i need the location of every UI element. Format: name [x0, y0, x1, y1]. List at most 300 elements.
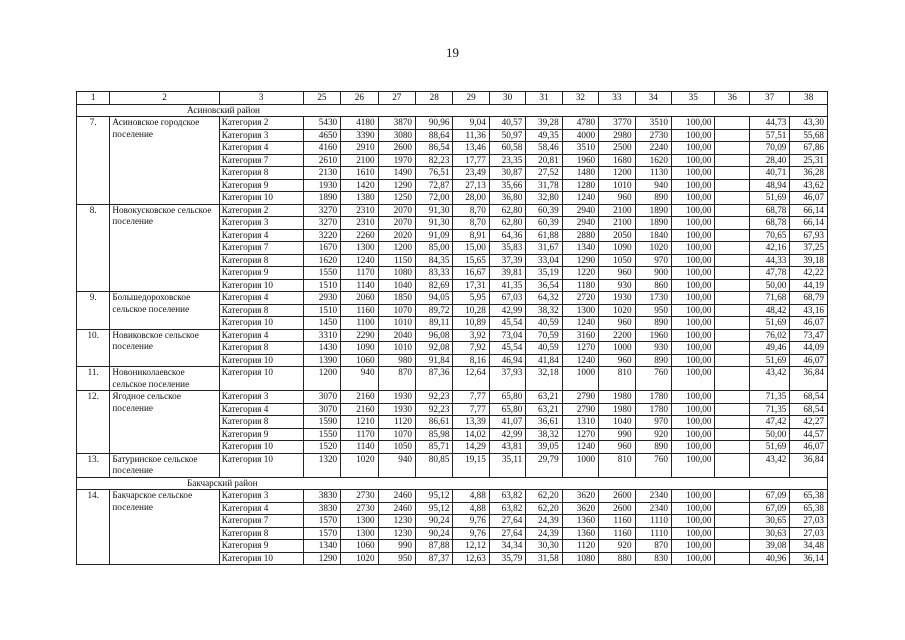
value-cell: 1010: [378, 317, 415, 330]
value-cell: 43,42: [749, 453, 789, 477]
value-cell: 1980: [599, 391, 635, 404]
value-cell: 900: [635, 267, 671, 280]
region-row: [77, 104, 828, 117]
category-cell: Категория 10: [219, 279, 303, 292]
category-cell: Категория 8: [219, 167, 303, 180]
value-cell: 2600: [378, 142, 415, 155]
value-cell: 4000: [562, 129, 598, 142]
value-cell: [715, 403, 749, 416]
value-cell: 100,00: [671, 490, 715, 503]
value-cell: 940: [341, 367, 378, 391]
value-cell: 1240: [562, 317, 598, 330]
value-cell: 67,93: [790, 229, 828, 242]
category-cell: Категория 7: [219, 515, 303, 528]
header-cell: 31: [526, 92, 562, 105]
value-cell: 1020: [599, 304, 635, 317]
value-cell: 90,96: [416, 117, 453, 130]
value-cell: 45,54: [489, 317, 525, 330]
value-cell: 85,00: [416, 242, 453, 255]
header-cell: 26: [341, 92, 378, 105]
value-cell: 42,27: [790, 416, 828, 429]
settlement-index: 7.: [77, 117, 110, 205]
header-cell: 34: [635, 92, 671, 105]
value-cell: 1510: [303, 304, 340, 317]
value-cell: 1520: [303, 441, 340, 454]
category-cell: Категория 10: [219, 441, 303, 454]
value-cell: 42,22: [790, 267, 828, 280]
category-cell: Категория 2: [219, 204, 303, 217]
value-cell: 2310: [341, 217, 378, 230]
value-cell: 92,08: [416, 342, 453, 355]
category-cell: Категория 3: [219, 129, 303, 142]
value-cell: 9,76: [453, 527, 489, 540]
value-cell: 980: [378, 354, 415, 367]
category-cell: Категория 4: [219, 229, 303, 242]
region-title: Бакчарский район: [77, 477, 828, 490]
value-cell: 3160: [562, 329, 598, 342]
value-cell: 1100: [341, 317, 378, 330]
value-cell: 37,93: [489, 367, 525, 391]
category-cell: Категория 9: [219, 428, 303, 441]
value-cell: 950: [378, 552, 415, 565]
value-cell: 2070: [378, 204, 415, 217]
category-cell: Категория 7: [219, 242, 303, 255]
value-cell: 4650: [303, 129, 340, 142]
value-cell: 1300: [341, 242, 378, 255]
value-cell: 30,65: [749, 515, 789, 528]
value-cell: 7,77: [453, 391, 489, 404]
value-cell: 1090: [599, 242, 635, 255]
value-cell: 4160: [303, 142, 340, 155]
value-cell: 91,09: [416, 229, 453, 242]
value-cell: 63,21: [526, 403, 562, 416]
value-cell: [715, 129, 749, 142]
value-cell: 1270: [562, 428, 598, 441]
value-cell: 1080: [378, 267, 415, 280]
value-cell: 43,81: [489, 441, 525, 454]
value-cell: 1040: [599, 416, 635, 429]
value-cell: 40,59: [526, 342, 562, 355]
value-cell: 60,58: [489, 142, 525, 155]
value-cell: 940: [378, 453, 415, 477]
value-cell: 43,30: [790, 117, 828, 130]
value-cell: [715, 441, 749, 454]
value-cell: 28,00: [453, 192, 489, 205]
value-cell: 1890: [635, 204, 671, 217]
value-cell: 2260: [341, 229, 378, 242]
value-cell: 61,88: [526, 229, 562, 242]
category-cell: Категория 8: [219, 254, 303, 267]
value-cell: 63,82: [489, 502, 525, 515]
value-cell: 1240: [562, 354, 598, 367]
value-cell: 40,71: [749, 167, 789, 180]
value-cell: [715, 304, 749, 317]
value-cell: [715, 317, 749, 330]
settlement-name: Большедороховское сельское поселение: [110, 292, 219, 330]
value-cell: 1620: [635, 154, 671, 167]
settlement-index: 10.: [77, 329, 110, 367]
value-cell: 2340: [635, 490, 671, 503]
header-cell: 36: [715, 92, 749, 105]
value-cell: 1000: [562, 367, 598, 391]
value-cell: 11,36: [453, 129, 489, 142]
value-cell: 85,71: [416, 441, 453, 454]
value-cell: 4,88: [453, 490, 489, 503]
value-cell: 970: [635, 416, 671, 429]
value-cell: [715, 254, 749, 267]
value-cell: 1930: [303, 179, 340, 192]
value-cell: 40,96: [749, 552, 789, 565]
value-cell: 76,02: [749, 329, 789, 342]
value-cell: 1280: [562, 179, 598, 192]
value-cell: 960: [599, 267, 635, 280]
value-cell: 1960: [635, 329, 671, 342]
value-cell: 1450: [303, 317, 340, 330]
value-cell: 68,54: [790, 403, 828, 416]
table-row: [77, 490, 828, 503]
value-cell: 1360: [562, 515, 598, 528]
value-cell: 71,35: [749, 391, 789, 404]
value-cell: 46,07: [790, 317, 828, 330]
value-cell: 100,00: [671, 329, 715, 342]
value-cell: 2940: [562, 204, 598, 217]
value-cell: 40,57: [489, 117, 525, 130]
value-cell: 14,02: [453, 428, 489, 441]
value-cell: 3620: [562, 502, 598, 515]
value-cell: [715, 279, 749, 292]
value-cell: 20,81: [526, 154, 562, 167]
value-cell: 65,38: [790, 490, 828, 503]
value-cell: 1120: [378, 416, 415, 429]
value-cell: [715, 515, 749, 528]
settlement-name: Батуринское сельское поселение: [110, 453, 219, 477]
value-cell: 3870: [378, 117, 415, 130]
value-cell: 2730: [635, 129, 671, 142]
value-cell: 36,84: [790, 367, 828, 391]
value-cell: 1670: [303, 242, 340, 255]
value-cell: 36,61: [526, 416, 562, 429]
category-cell: Категория 8: [219, 416, 303, 429]
value-cell: [715, 204, 749, 217]
value-cell: 1480: [562, 167, 598, 180]
value-cell: 810: [599, 367, 635, 391]
value-cell: 2340: [635, 502, 671, 515]
value-cell: 1780: [635, 391, 671, 404]
value-cell: 66,14: [790, 204, 828, 217]
value-cell: 1980: [599, 403, 635, 416]
category-cell: Категория 4: [219, 329, 303, 342]
value-cell: 90,24: [416, 515, 453, 528]
value-cell: 44,73: [749, 117, 789, 130]
value-cell: 41,84: [526, 354, 562, 367]
table-row: [77, 204, 828, 217]
value-cell: 1930: [599, 292, 635, 305]
value-cell: 40,59: [526, 317, 562, 330]
value-cell: 48,42: [749, 304, 789, 317]
value-cell: 2930: [303, 292, 340, 305]
category-cell: Категория 10: [219, 367, 303, 391]
value-cell: 5430: [303, 117, 340, 130]
value-cell: 39,08: [749, 540, 789, 553]
value-cell: 27,13: [453, 179, 489, 192]
value-cell: [715, 267, 749, 280]
value-cell: 64,36: [489, 229, 525, 242]
value-cell: 57,51: [749, 129, 789, 142]
value-cell: 760: [635, 367, 671, 391]
value-cell: 27,64: [489, 527, 525, 540]
value-cell: 32,80: [526, 192, 562, 205]
value-cell: 1020: [341, 552, 378, 565]
value-cell: 2500: [599, 142, 635, 155]
value-cell: 1320: [303, 453, 340, 477]
value-cell: 31,78: [526, 179, 562, 192]
table-row: [77, 391, 828, 404]
value-cell: 1300: [562, 304, 598, 317]
value-cell: 1060: [341, 354, 378, 367]
value-cell: 31,58: [526, 552, 562, 565]
value-cell: 1000: [599, 342, 635, 355]
value-cell: 100,00: [671, 354, 715, 367]
value-cell: 88,64: [416, 129, 453, 142]
value-cell: 12,12: [453, 540, 489, 553]
value-cell: 31,67: [526, 242, 562, 255]
value-cell: 67,09: [749, 490, 789, 503]
value-cell: [715, 490, 749, 503]
value-cell: 47,42: [749, 416, 789, 429]
value-cell: 80,85: [416, 453, 453, 477]
value-cell: 1230: [378, 515, 415, 528]
value-cell: 9,76: [453, 515, 489, 528]
value-cell: 3270: [303, 204, 340, 217]
value-cell: 1970: [378, 154, 415, 167]
value-cell: 3620: [562, 490, 598, 503]
value-cell: 1420: [341, 179, 378, 192]
header-cell: 25: [303, 92, 340, 105]
value-cell: 100,00: [671, 292, 715, 305]
value-cell: 46,07: [790, 354, 828, 367]
value-cell: 3080: [378, 129, 415, 142]
value-cell: 100,00: [671, 441, 715, 454]
value-cell: [715, 527, 749, 540]
value-cell: 930: [599, 279, 635, 292]
value-cell: 35,83: [489, 242, 525, 255]
value-cell: 10,89: [453, 317, 489, 330]
value-cell: 100,00: [671, 217, 715, 230]
value-cell: 1240: [562, 441, 598, 454]
value-cell: 82,23: [416, 154, 453, 167]
category-cell: Категория 4: [219, 142, 303, 155]
value-cell: 43,42: [749, 367, 789, 391]
value-cell: 1930: [378, 403, 415, 416]
value-cell: 41,07: [489, 416, 525, 429]
value-cell: 1840: [635, 229, 671, 242]
value-cell: 2200: [599, 329, 635, 342]
settlement-index: 9.: [77, 292, 110, 330]
value-cell: 3270: [303, 217, 340, 230]
value-cell: 3770: [599, 117, 635, 130]
value-cell: 44,19: [790, 279, 828, 292]
value-cell: 42,16: [749, 242, 789, 255]
value-cell: 68,79: [790, 292, 828, 305]
value-cell: 48,94: [749, 179, 789, 192]
value-cell: 2160: [341, 403, 378, 416]
value-cell: 8,16: [453, 354, 489, 367]
value-cell: 100,00: [671, 416, 715, 429]
value-cell: [715, 229, 749, 242]
value-cell: 2100: [599, 217, 635, 230]
value-cell: 65,80: [489, 391, 525, 404]
value-cell: 1200: [303, 367, 340, 391]
value-cell: 1340: [303, 540, 340, 553]
value-cell: 1510: [303, 279, 340, 292]
value-cell: 90,24: [416, 527, 453, 540]
value-cell: 87,36: [416, 367, 453, 391]
value-cell: 100,00: [671, 142, 715, 155]
value-cell: 49,35: [526, 129, 562, 142]
value-cell: 51,69: [749, 354, 789, 367]
value-cell: 2050: [599, 229, 635, 242]
value-cell: 3220: [303, 229, 340, 242]
value-cell: 68,78: [749, 217, 789, 230]
category-cell: Категория 10: [219, 317, 303, 330]
value-cell: 2020: [378, 229, 415, 242]
header-cell: 28: [416, 92, 453, 105]
value-cell: 72,87: [416, 179, 453, 192]
value-cell: 62,20: [526, 502, 562, 515]
value-cell: 1060: [341, 540, 378, 553]
value-cell: 73,04: [489, 329, 525, 342]
value-cell: 2100: [341, 154, 378, 167]
value-cell: 1730: [635, 292, 671, 305]
value-cell: 64,32: [526, 292, 562, 305]
table-row: [77, 329, 828, 342]
value-cell: 860: [635, 279, 671, 292]
value-cell: 2130: [303, 167, 340, 180]
value-cell: 960: [599, 354, 635, 367]
value-cell: 7,92: [453, 342, 489, 355]
value-cell: 1620: [303, 254, 340, 267]
value-cell: 63,82: [489, 490, 525, 503]
value-cell: 30,30: [526, 540, 562, 553]
value-cell: 63,21: [526, 391, 562, 404]
value-cell: [715, 342, 749, 355]
value-cell: 28,40: [749, 154, 789, 167]
region-row: [77, 477, 828, 490]
category-cell: Категория 8: [219, 342, 303, 355]
value-cell: 1930: [378, 391, 415, 404]
value-cell: 51,69: [749, 192, 789, 205]
value-cell: 100,00: [671, 117, 715, 130]
value-cell: 65,38: [790, 502, 828, 515]
value-cell: 14,29: [453, 441, 489, 454]
value-cell: 2460: [378, 490, 415, 503]
value-cell: 890: [635, 441, 671, 454]
value-cell: 47,78: [749, 267, 789, 280]
value-cell: 70,59: [526, 329, 562, 342]
value-cell: 970: [635, 254, 671, 267]
value-cell: 990: [378, 540, 415, 553]
value-cell: 85,98: [416, 428, 453, 441]
header-cell: 35: [671, 92, 715, 105]
value-cell: [715, 367, 749, 391]
value-cell: 1220: [562, 267, 598, 280]
value-cell: 2980: [599, 129, 635, 142]
settlement-name: Новониколаевское сельское поселение: [110, 367, 219, 391]
value-cell: 89,72: [416, 304, 453, 317]
value-cell: 84,35: [416, 254, 453, 267]
value-cell: 1290: [562, 254, 598, 267]
value-cell: [715, 217, 749, 230]
value-cell: 67,86: [790, 142, 828, 155]
value-cell: 100,00: [671, 403, 715, 416]
settlement-name: Ягодное сельское поселение: [110, 391, 219, 454]
value-cell: 1380: [341, 192, 378, 205]
value-cell: 39,81: [489, 267, 525, 280]
value-cell: 92,23: [416, 403, 453, 416]
value-cell: 1240: [562, 192, 598, 205]
value-cell: 71,35: [749, 403, 789, 416]
header-cell: 29: [453, 92, 489, 105]
settlement-index: 8.: [77, 204, 110, 292]
category-cell: Категория 9: [219, 179, 303, 192]
value-cell: 1780: [635, 403, 671, 416]
value-cell: 32,18: [526, 367, 562, 391]
value-cell: 36,28: [790, 167, 828, 180]
value-cell: 12,64: [453, 367, 489, 391]
value-cell: 36,84: [790, 453, 828, 477]
value-cell: 1070: [378, 304, 415, 317]
value-cell: 1360: [562, 527, 598, 540]
value-cell: 1490: [378, 167, 415, 180]
value-cell: 1890: [635, 217, 671, 230]
header-cell: 30: [489, 92, 525, 105]
value-cell: 89,11: [416, 317, 453, 330]
value-cell: 16,67: [453, 267, 489, 280]
value-cell: 2600: [599, 502, 635, 515]
value-cell: [715, 502, 749, 515]
value-cell: 49,46: [749, 342, 789, 355]
table-row: [77, 292, 828, 305]
value-cell: 23,49: [453, 167, 489, 180]
value-cell: 1430: [303, 342, 340, 355]
value-cell: 1080: [562, 552, 598, 565]
value-cell: 87,37: [416, 552, 453, 565]
value-cell: 2600: [599, 490, 635, 503]
value-cell: 2100: [599, 204, 635, 217]
value-cell: 25,31: [790, 154, 828, 167]
table-row: [77, 367, 828, 391]
value-cell: 38,32: [526, 304, 562, 317]
value-cell: 50,00: [749, 279, 789, 292]
value-cell: 91,84: [416, 354, 453, 367]
value-cell: 27,64: [489, 515, 525, 528]
value-cell: 2040: [378, 329, 415, 342]
category-cell: Категория 4: [219, 502, 303, 515]
value-cell: 62,80: [489, 204, 525, 217]
value-cell: 12,63: [453, 552, 489, 565]
value-cell: 3390: [341, 129, 378, 142]
value-cell: 870: [635, 540, 671, 553]
value-cell: 65,80: [489, 403, 525, 416]
value-cell: 91,30: [416, 217, 453, 230]
value-cell: 4,88: [453, 502, 489, 515]
value-cell: 95,12: [416, 490, 453, 503]
value-cell: 82,69: [416, 279, 453, 292]
value-cell: 46,94: [489, 354, 525, 367]
value-cell: 2790: [562, 391, 598, 404]
value-cell: 3830: [303, 502, 340, 515]
value-cell: 100,00: [671, 179, 715, 192]
